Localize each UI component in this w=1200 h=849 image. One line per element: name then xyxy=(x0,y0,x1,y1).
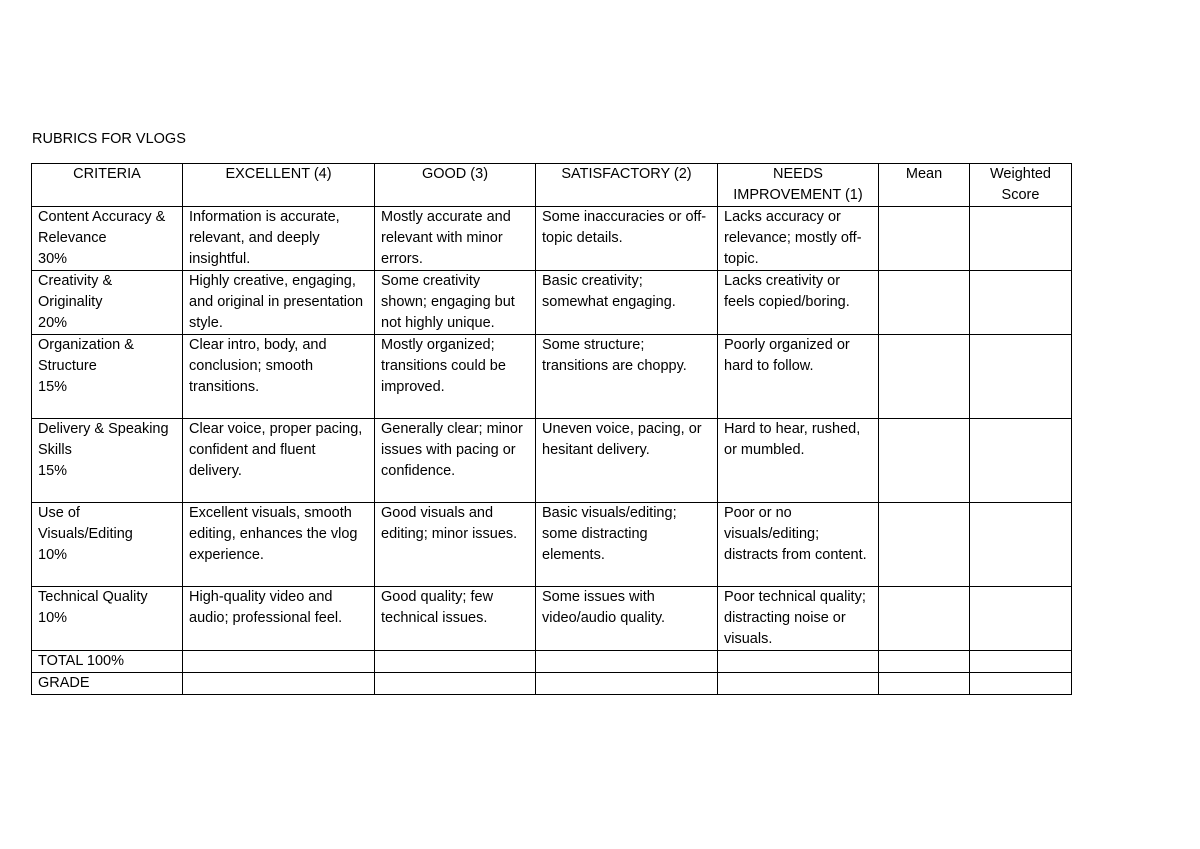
criteria-weight: 15% xyxy=(38,463,68,479)
good-cell: Good visuals and editing; minor issues. xyxy=(375,503,536,587)
table-row xyxy=(32,335,1072,419)
document-title: RUBRICS FOR VLOGS xyxy=(32,131,186,147)
header-row xyxy=(32,164,1072,207)
criteria-weight: 10% xyxy=(38,610,68,626)
satisfactory-cell: Basic visuals/editing; some distracting elements. xyxy=(536,503,718,587)
criteria-name: Creativity & Originality xyxy=(38,273,113,310)
criteria-cell xyxy=(32,587,183,651)
needs-improvement-cell: Hard to hear, rushed, or mumbled. xyxy=(718,419,879,503)
weighted-score-cell[interactable] xyxy=(970,503,1072,587)
satisfactory-cell: Basic creativity; somewhat engaging. xyxy=(536,271,718,335)
footer-blank-cell[interactable] xyxy=(879,673,970,695)
table-row xyxy=(32,207,1072,271)
header-excellent: EXCELLENT (4) xyxy=(183,164,375,207)
criteria-cell xyxy=(32,419,183,503)
footer-blank-cell[interactable] xyxy=(718,673,879,695)
footer-row xyxy=(32,673,1072,695)
criteria-weight: 15% xyxy=(38,379,68,395)
satisfactory-cell: Some inaccuracies or off-topic details. xyxy=(536,207,718,271)
criteria-weight: 20% xyxy=(38,315,68,331)
footer-blank-cell[interactable] xyxy=(879,651,970,673)
weighted-score-cell[interactable] xyxy=(970,587,1072,651)
weighted-score-cell[interactable] xyxy=(970,271,1072,335)
good-cell: Some creativity shown; engaging but not highly unique. xyxy=(375,271,536,335)
criteria-cell xyxy=(32,207,183,271)
satisfactory-cell: Some structure; transitions are choppy. xyxy=(536,335,718,419)
footer-row xyxy=(32,651,1072,673)
header-satisfactory: SATISFACTORY (2) xyxy=(536,164,718,207)
good-cell: Mostly accurate and relevant with minor errors. xyxy=(375,207,536,271)
criteria-weight: 10% xyxy=(38,547,68,563)
footer-blank-cell[interactable] xyxy=(970,651,1072,673)
criteria-name: Delivery & Speaking Skills xyxy=(38,421,169,458)
excellent-cell: High-quality video and audio; professional feel. xyxy=(183,587,375,651)
criteria-name: Use of Visuals/Editing xyxy=(38,505,133,542)
weighted-score-cell[interactable] xyxy=(970,335,1072,419)
excellent-cell: Clear voice, proper pacing, confident and fluent delivery. xyxy=(183,419,375,503)
footer-blank-cell[interactable] xyxy=(375,673,536,695)
footer-blank-cell[interactable] xyxy=(183,673,375,695)
needs-improvement-cell: Lacks accuracy or relevance; mostly off-topic. xyxy=(718,207,879,271)
header-mean: Mean xyxy=(879,164,970,207)
criteria-cell xyxy=(32,335,183,419)
satisfactory-cell: Uneven voice, pacing, or hesitant delivery. xyxy=(536,419,718,503)
footer-blank-cell[interactable] xyxy=(183,651,375,673)
header-criteria: CRITERIA xyxy=(32,164,183,207)
mean-cell[interactable] xyxy=(879,271,970,335)
header-needs-improvement: NEEDS IMPROVEMENT (1) xyxy=(718,164,879,207)
good-cell: Generally clear; minor issues with pacing or confidence. xyxy=(375,419,536,503)
criteria-name: Content Accuracy & Relevance xyxy=(38,209,166,246)
excellent-cell: Clear intro, body, and conclusion; smooth transitions. xyxy=(183,335,375,419)
weighted-score-cell[interactable] xyxy=(970,207,1072,271)
footer-blank-cell[interactable] xyxy=(375,651,536,673)
criteria-name: Organization & Structure xyxy=(38,337,134,374)
mean-cell[interactable] xyxy=(879,587,970,651)
footer-blank-cell[interactable] xyxy=(536,673,718,695)
criteria-cell xyxy=(32,271,183,335)
good-cell: Mostly organized; transitions could be improved. xyxy=(375,335,536,419)
table-row xyxy=(32,419,1072,503)
excellent-cell: Excellent visuals, smooth editing, enhances the vlog experience. xyxy=(183,503,375,587)
criteria-cell xyxy=(32,503,183,587)
footer-label: GRADE xyxy=(32,673,183,695)
footer-blank-cell[interactable] xyxy=(718,651,879,673)
rubric-table xyxy=(31,163,1072,695)
criteria-name: Technical Quality xyxy=(38,589,148,605)
header-good: GOOD (3) xyxy=(375,164,536,207)
excellent-cell: Information is accurate, relevant, and deeply insightful. xyxy=(183,207,375,271)
weighted-score-cell[interactable] xyxy=(970,419,1072,503)
footer-blank-cell[interactable] xyxy=(536,651,718,673)
mean-cell[interactable] xyxy=(879,335,970,419)
excellent-cell: Highly creative, engaging, and original in presentation style. xyxy=(183,271,375,335)
mean-cell[interactable] xyxy=(879,503,970,587)
mean-cell[interactable] xyxy=(879,419,970,503)
table-row xyxy=(32,271,1072,335)
table-row xyxy=(32,503,1072,587)
good-cell: Good quality; few technical issues. xyxy=(375,587,536,651)
needs-improvement-cell: Lacks creativity or feels copied/boring. xyxy=(718,271,879,335)
needs-improvement-cell: Poor technical quality; distracting noise or visuals. xyxy=(718,587,879,651)
footer-label: TOTAL 100% xyxy=(32,651,183,673)
mean-cell[interactable] xyxy=(879,207,970,271)
header-weighted-score: Weighted Score xyxy=(970,164,1072,207)
footer-blank-cell[interactable] xyxy=(970,673,1072,695)
needs-improvement-cell: Poorly organized or hard to follow. xyxy=(718,335,879,419)
table-row xyxy=(32,587,1072,651)
criteria-weight: 30% xyxy=(38,251,68,267)
needs-improvement-cell: Poor or no visuals/editing; distracts from content. xyxy=(718,503,879,587)
satisfactory-cell: Some issues with video/audio quality. xyxy=(536,587,718,651)
